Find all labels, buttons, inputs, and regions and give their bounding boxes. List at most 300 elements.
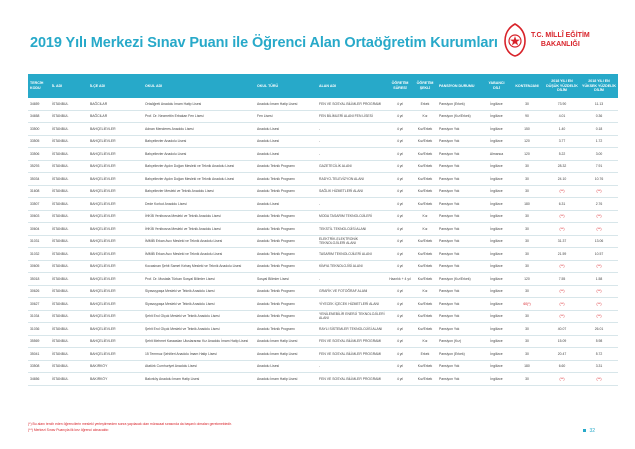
table-cell: Pansiyon Yok — [437, 148, 483, 161]
table-row — [28, 110, 618, 123]
column-header: ÖĞRETİM ŞEKLİ — [413, 74, 437, 98]
table-cell: İMMİB Erkan Avcı Mesleki ve Teknik Anadolu Lisesi — [143, 248, 255, 261]
table-body — [28, 98, 618, 385]
table-cell: BAHÇELİEVLER — [88, 260, 143, 273]
table-cell: (**) — [544, 260, 580, 273]
table-cell: (**) — [544, 185, 580, 198]
table-cell: 31.37 — [544, 235, 580, 248]
logo-line-2: BAKANLIĞI — [540, 41, 580, 48]
table-cell: 4.01 — [544, 110, 580, 123]
table-cell: 34659 — [28, 98, 50, 110]
table-cell: Kız/Erkek — [413, 298, 437, 311]
table-cell: BAHÇELİEVLER — [88, 248, 143, 261]
table-cell: Anadolu İmam Hatip Lisesi — [255, 98, 317, 110]
footnote-2: (**) Merkezi Sınav Puanıyla ilk kez öğrenci alınacaktır. — [28, 427, 110, 432]
table-cell: İSTANBUL — [50, 310, 88, 323]
table-cell: 150 — [510, 123, 544, 136]
table-cell: İSTANBUL — [50, 235, 88, 248]
column-header: İLÇE ADI — [88, 74, 143, 98]
table-cell: Pansiyon Yok — [437, 248, 483, 261]
table-cell: 0.36 — [580, 110, 618, 123]
table-cell: 30 — [510, 310, 544, 323]
table-cell: BAHÇELİEVLER — [88, 348, 143, 361]
table-cell: BAHÇELİEVLER — [88, 160, 143, 173]
table-cell: BAHÇELİEVLER — [88, 198, 143, 211]
table-cell: İngilizce — [483, 310, 510, 323]
table-cell: (**) — [580, 210, 618, 223]
table-cell: 33505 — [28, 135, 50, 148]
column-header: İL ADI — [50, 74, 88, 98]
table-cell: 24.10 — [544, 173, 580, 186]
table-cell: 2.76 — [580, 198, 618, 211]
table-cell: İngilizce — [483, 135, 510, 148]
table-cell: Pansiyon Yok — [437, 235, 483, 248]
table-cell: - — [317, 273, 387, 286]
table-cell: 30626 — [28, 285, 50, 298]
table-cell: 10.57 — [580, 248, 618, 261]
table-cell: 31032 — [28, 248, 50, 261]
table-cell: İngilizce — [483, 110, 510, 123]
table-cell: İngilizce — [483, 335, 510, 348]
table-cell: 30 — [510, 323, 544, 336]
table-cell: FEN VE SOSYAL BİLİMLER PROGRAMI — [317, 98, 387, 110]
table-row — [28, 273, 618, 286]
table-cell: 30 — [510, 348, 544, 361]
table-cell: Almanca — [483, 148, 510, 161]
table-cell: İMMİB Erkan Avcı Mesleki ve Teknik Anadolu Lisesi — [143, 235, 255, 248]
table-cell: Erkek — [413, 98, 437, 110]
table-cell: ELEKTRİK-ELEKTRONİK TEKNOLOJİLERİ ALANI — [317, 235, 387, 248]
table-cell: 11.13 — [580, 98, 618, 110]
table-cell: İSTANBUL — [50, 373, 88, 386]
table-cell: MODA TASARIM TEKNOLOJİLERİ — [317, 210, 387, 223]
table-cell: Anadolu İmam Hatip Lisesi — [255, 373, 317, 386]
table-cell: Siyavuşpaşa Mesleki ve Teknik Anadolu Lisesi — [143, 285, 255, 298]
table-cell: Kız/Erkek — [413, 260, 437, 273]
table-cell: 5.98 — [580, 335, 618, 348]
table-cell: Kız/Erkek — [413, 248, 437, 261]
column-header: YABANCI DİLİ — [483, 74, 510, 98]
table-cell: Pansiyon Yok — [437, 185, 483, 198]
table-cell: Kız — [413, 285, 437, 298]
table-cell: Pansiyon (Kız/Erkek) — [437, 273, 483, 286]
column-header: PANSİYON DURUMU — [437, 74, 483, 98]
table-cell: BAKIRKÖY — [88, 373, 143, 386]
table-row — [28, 310, 618, 323]
table-cell: 4 yıl — [387, 248, 413, 261]
table-cell: Kocasinan Şehit Samet Kırbaş Mesleki ve Teknik Anadolu Lisesi — [143, 260, 255, 273]
table-row — [28, 248, 618, 261]
table-cell: 30603 — [28, 210, 50, 223]
table-cell: 26.01 — [580, 323, 618, 336]
table-cell: - — [317, 198, 387, 211]
table-cell: BAHÇELİEVLER — [88, 135, 143, 148]
table-cell: BAHÇELİEVLER — [88, 335, 143, 348]
table-cell: İSTANBUL — [50, 360, 88, 373]
table-cell: 7.55 — [544, 273, 580, 286]
table-cell: 4 yıl — [387, 173, 413, 186]
table-cell: Dede Korkut Anadolu Lisesi — [143, 198, 255, 211]
table-cell: Pansiyon Yok — [437, 373, 483, 386]
table-cell: Kız/Erkek — [413, 323, 437, 336]
table-cell: 30 — [510, 260, 544, 273]
table-cell: BAĞCILAR — [88, 98, 143, 110]
table-cell: 4 yıl — [387, 135, 413, 148]
table-cell: 34656 — [28, 373, 50, 386]
table-cell: Kız/Erkek — [413, 185, 437, 198]
table-cell: İSTANBUL — [50, 223, 88, 236]
ministry-emblem-icon — [502, 22, 528, 58]
table-cell: 4 yıl — [387, 198, 413, 211]
table-cell: Pansiyon Yok — [437, 173, 483, 186]
table-cell: Bahçelievler Aydın Doğan Mesleki ve Teknik Anadolu Lisesi — [143, 173, 255, 186]
table-cell: (**) — [580, 310, 618, 323]
table-cell: Pansiyon (Erkek) — [437, 348, 483, 361]
table-cell: İngilizce — [483, 173, 510, 186]
table-cell: İSTANBUL — [50, 323, 88, 336]
table-cell: 4 yıl — [387, 123, 413, 136]
table-cell: İSTANBUL — [50, 160, 88, 173]
table-cell: Anadolu Teknik Programı — [255, 160, 317, 173]
table-cell: Pansiyon Yok — [437, 210, 483, 223]
table-header-row — [28, 74, 618, 98]
table-cell: İngilizce — [483, 323, 510, 336]
table-cell: 4 yıl — [387, 98, 413, 110]
table-cell: (**) — [580, 185, 618, 198]
table-cell: Pansiyon (Erkek) — [437, 98, 483, 110]
table-cell: (**) — [580, 260, 618, 273]
table-cell: Anadolu Teknik Programı — [255, 223, 317, 236]
table-cell: İngilizce — [483, 198, 510, 211]
table-cell: BAHÇELİEVLER — [88, 223, 143, 236]
table-cell: Anadolu Teknik Programı — [255, 323, 317, 336]
column-header: 2018 YILI EN DÜŞÜK YÜZDELİK DİLİM — [544, 74, 580, 98]
table-row — [28, 285, 618, 298]
table-cell: İngilizce — [483, 185, 510, 198]
table-cell: İSTANBUL — [50, 273, 88, 286]
table-cell: Pansiyon Yok — [437, 323, 483, 336]
table-cell: 30 — [510, 235, 544, 248]
table-cell: 120 — [510, 135, 544, 148]
table-cell: 30 — [510, 210, 544, 223]
table-cell: 31031 — [28, 235, 50, 248]
page-title: 2019 Yılı Merkezi Sınav Puanı ile Öğrenci Alan Ortaöğretim Kurumları — [30, 35, 498, 51]
table-row — [28, 223, 618, 236]
table-cell: Anadolu Lisesi — [255, 360, 317, 373]
table-cell: Anadolu İmam Hatip Lisesi — [255, 348, 317, 361]
table-cell: 34658 — [28, 110, 50, 123]
table-row — [28, 260, 618, 273]
table-cell: İSTANBUL — [50, 298, 88, 311]
table-cell: 35041 — [28, 348, 50, 361]
table-cell: İSTANBUL — [50, 148, 88, 161]
table-cell: 13.06 — [580, 235, 618, 248]
table-cell: 31608 — [28, 185, 50, 198]
table-cell: 35293 — [28, 160, 50, 173]
table-cell: Anadolu Teknik Programı — [255, 285, 317, 298]
table-cell: KİMYA TEKNOLOJİSİ ALANI — [317, 260, 387, 273]
table-cell: 4 yıl — [387, 323, 413, 336]
table-cell: (**) — [544, 223, 580, 236]
table-cell: Pansiyon (Kız) — [437, 335, 483, 348]
table-cell: BAHÇELİEVLER — [88, 323, 143, 336]
table-cell: Fen Lisesi — [255, 110, 317, 123]
table-cell: (**) — [580, 223, 618, 236]
table-cell: 4 yıl — [387, 373, 413, 386]
table-cell: 30 — [510, 223, 544, 236]
footnotes — [28, 422, 232, 433]
table-cell: 5.72 — [580, 348, 618, 361]
table-cell: Kız/Erkek — [413, 310, 437, 323]
table-cell: 7.91 — [580, 160, 618, 173]
table-cell: 20.47 — [544, 348, 580, 361]
table-cell: Pansiyon Yok — [437, 123, 483, 136]
table-cell: (**) — [544, 298, 580, 311]
table-cell: İSTANBUL — [50, 248, 88, 261]
table-cell: BAHÇELİEVLER — [88, 148, 143, 161]
table-cell: BAHÇELİEVLER — [88, 298, 143, 311]
table-cell: 4 yıl — [387, 160, 413, 173]
table-cell: - — [317, 135, 387, 148]
table-cell: BAHÇELİEVLER — [88, 210, 143, 223]
table-cell: Bahçelievler Aydın Doğan Mesleki ve Teknik Anadolu Lisesi — [143, 160, 255, 173]
table-cell: Anadolu Teknik Programı — [255, 298, 317, 311]
table-cell: Pansiyon Yok — [437, 298, 483, 311]
table-cell: RAYLI SİSTEMLER TEKNOLOJİSİ ALANI — [317, 323, 387, 336]
table-cell: 33507 — [28, 198, 50, 211]
table-cell: İSTANBUL — [50, 173, 88, 186]
page-marker-icon — [583, 429, 586, 432]
table-cell: İSTANBUL — [50, 110, 88, 123]
table-cell: Anadolu Teknik Programı — [255, 210, 317, 223]
table-cell: 4 yıl — [387, 285, 413, 298]
table-cell: 120 — [510, 273, 544, 286]
table-cell: 4 yıl — [387, 360, 413, 373]
table-cell: Kız/Erkek — [413, 123, 437, 136]
table-cell: Pansiyon Yok — [437, 223, 483, 236]
table-cell: İSTANBUL — [50, 285, 88, 298]
table-cell: GAZETECİLİK ALANI — [317, 160, 387, 173]
table-cell: 10.76 — [580, 173, 618, 186]
table-cell: 4 yıl — [387, 235, 413, 248]
table-cell: BAHÇELİEVLER — [88, 185, 143, 198]
table-cell: 60(*) — [510, 298, 544, 311]
table-cell: 6.31 — [544, 198, 580, 211]
table-cell: 31034 — [28, 310, 50, 323]
table-cell: SAĞLIK HİZMETLERİ ALANI — [317, 185, 387, 198]
table-cell: Ortaöğreti Anadolu İmam Hatip Lisesi — [143, 98, 255, 110]
table-cell: - — [317, 148, 387, 161]
table-cell: Hazırlık + 4 yıl — [387, 273, 413, 286]
table-cell: Şehit Mehmet Karaaslan Uluslararası Kız Anadolu İmam Hatip Lisesi — [143, 335, 255, 348]
table-row — [28, 335, 618, 348]
table-cell: 28.32 — [544, 160, 580, 173]
table-cell: Pansiyon Yok — [437, 360, 483, 373]
table-cell: BAĞCILAR — [88, 110, 143, 123]
ministry-logo — [502, 22, 614, 58]
table-cell: Atatürk Cumhuriyet Anadolu Lisesi — [143, 360, 255, 373]
table-cell: Erkek — [413, 348, 437, 361]
table-cell: 30 — [510, 335, 544, 348]
table-cell: Bahçelievler Anadolu Lisesi — [143, 135, 255, 148]
table-cell: BAHÇELİEVLER — [88, 235, 143, 248]
table-cell: 33506 — [28, 148, 50, 161]
table-cell: İngilizce — [483, 298, 510, 311]
table-cell: Bakırköy Anadolu İmam Hatip Lisesi — [143, 373, 255, 386]
table-cell: Pansiyon Yok — [437, 260, 483, 273]
table-cell: 4 yıl — [387, 210, 413, 223]
table-cell: Anadolu Teknik Programı — [255, 235, 317, 248]
table-cell: 180 — [510, 198, 544, 211]
table-cell: 21.59 — [544, 248, 580, 261]
table-cell: 6.60 — [544, 360, 580, 373]
table-cell: İHKİB Yenibosna Mesleki ve Teknik Anadolu Lisesi — [143, 223, 255, 236]
table-cell: İngilizce — [483, 373, 510, 386]
table-cell: Anadolu Teknik Programı — [255, 185, 317, 198]
table-cell: 4 yıl — [387, 260, 413, 273]
table-cell: 30 — [510, 98, 544, 110]
table-row — [28, 135, 618, 148]
table-row — [28, 123, 618, 136]
table-cell: YİYECEK İÇECEK HİZMETLERİ ALANI — [317, 298, 387, 311]
table-cell: Pansiyon Yok — [437, 135, 483, 148]
table-cell: İSTANBUL — [50, 135, 88, 148]
table-cell: Anadolu İmam Hatip Lisesi — [255, 335, 317, 348]
table-cell: 180 — [510, 360, 544, 373]
table-cell: İngilizce — [483, 98, 510, 110]
table-cell: 4 yıl — [387, 148, 413, 161]
table-cell: Anadolu Lisesi — [255, 135, 317, 148]
schools-table — [28, 74, 618, 386]
table-cell: 0.18 — [580, 123, 618, 136]
table-cell: 30 — [510, 373, 544, 386]
table-cell: 4 yıl — [387, 310, 413, 323]
table-cell: Kız/Erkek — [413, 235, 437, 248]
table-cell: 30 — [510, 285, 544, 298]
table-cell: 3.00 — [580, 148, 618, 161]
table-cell: 35018 — [28, 273, 50, 286]
table-cell: Anadolu Lisesi — [255, 148, 317, 161]
table-cell: İSTANBUL — [50, 123, 88, 136]
table-cell: İngilizce — [483, 360, 510, 373]
table-cell: 3.31 — [580, 360, 618, 373]
table-cell: 73.90 — [544, 98, 580, 110]
column-header: OKUL ADI — [143, 74, 255, 98]
table-cell: İngilizce — [483, 210, 510, 223]
table-cell: Siyavuşpaşa Mesleki ve Teknik Anadolu Lisesi — [143, 298, 255, 311]
table-cell: Kız — [413, 335, 437, 348]
table-cell: 1.40 — [544, 123, 580, 136]
table-cell: FEN VE SOSYAL BİLİMLER PROGRAMI — [317, 373, 387, 386]
table-cell: 15 Temmuz Şehitleri Anadolu İmam Hatip Lisesi — [143, 348, 255, 361]
table-cell: 3.77 — [544, 135, 580, 148]
table-cell: GRAFİK VE FOTOĞRAF ALANI — [317, 285, 387, 298]
table-cell: 15.09 — [544, 335, 580, 348]
table-cell: RADYO-TELEVİZYON ALANI — [317, 173, 387, 186]
table-cell: Anadolu Lisesi — [255, 198, 317, 211]
table-cell: (**) — [580, 298, 618, 311]
table-cell: 30 — [510, 160, 544, 173]
table-cell: İngilizce — [483, 235, 510, 248]
table-cell: (**) — [544, 310, 580, 323]
table-cell: 30627 — [28, 298, 50, 311]
table-cell: İSTANBUL — [50, 185, 88, 198]
table-cell: (**) — [544, 210, 580, 223]
table-cell: Anadolu Lisesi — [255, 123, 317, 136]
table-cell: 4 yıl — [387, 223, 413, 236]
table-cell: Anadolu Teknik Programı — [255, 310, 317, 323]
column-header: ÖĞRETİM SÜRESİ — [387, 74, 413, 98]
table-row — [28, 298, 618, 311]
table-cell: Pansiyon Yok — [437, 285, 483, 298]
table-cell: 31036 — [28, 323, 50, 336]
table-row — [28, 323, 618, 336]
table-cell: Kız/Erkek — [413, 273, 437, 286]
table-cell: Kız — [413, 110, 437, 123]
table-cell: İngilizce — [483, 260, 510, 273]
table-cell: BAKIRKÖY — [88, 360, 143, 373]
table-cell: 4 yıl — [387, 185, 413, 198]
table-cell: (**) — [544, 373, 580, 386]
table-cell: BAHÇELİEVLER — [88, 310, 143, 323]
table-row — [28, 235, 618, 248]
table-cell: 30 — [510, 248, 544, 261]
table-cell: 1.72 — [580, 135, 618, 148]
table-cell: Kız/Erkek — [413, 198, 437, 211]
table-cell: 4 yıl — [387, 110, 413, 123]
table-cell: Kız/Erkek — [413, 373, 437, 386]
table-row — [28, 98, 618, 110]
table-cell: Kız/Erkek — [413, 135, 437, 148]
table-cell: İSTANBUL — [50, 335, 88, 348]
table-cell: Kız/Erkek — [413, 360, 437, 373]
table-cell: İSTANBUL — [50, 210, 88, 223]
table-row — [28, 148, 618, 161]
table-cell: Kız/Erkek — [413, 160, 437, 173]
table-cell: TEKSTİL TEKNOLOJİSİ ALANI — [317, 223, 387, 236]
table-cell: Kız/Erkek — [413, 148, 437, 161]
table-row — [28, 198, 618, 211]
table-row — [28, 185, 618, 198]
table-cell: Prof. Dr. Mustafa Türkan Sosyal Bilimler Lisesi — [143, 273, 255, 286]
table-cell: 120 — [510, 148, 544, 161]
table-cell: 30604 — [28, 223, 50, 236]
table-cell: 30605 — [28, 260, 50, 273]
table-cell: 30 — [510, 185, 544, 198]
column-header: 2018 YILI EN YÜKSEK YÜZDELİK DİLİM — [580, 74, 618, 98]
table-cell: Kız/Erkek — [413, 173, 437, 186]
table-cell: Prof. Dr. Necmettin Erbakan Fen Lisesi — [143, 110, 255, 123]
table-cell: İSTANBUL — [50, 348, 88, 361]
table-cell: - — [317, 123, 387, 136]
table-cell: FEN VE SOSYAL BİLİMLER PROGRAMI — [317, 348, 387, 361]
logo-line-1: T.C. MİLLÎ EĞİTİM — [531, 32, 590, 39]
table-cell: İngilizce — [483, 160, 510, 173]
table-cell: BAHÇELİEVLER — [88, 123, 143, 136]
table-cell: Adnan Menderes Anadolu Lisesi — [143, 123, 255, 136]
table-cell: 30 — [510, 173, 544, 186]
table-cell: İSTANBUL — [50, 260, 88, 273]
table-cell: FEN BİLİMLERİ ALANI FEN LİSESİ — [317, 110, 387, 123]
table-row — [28, 373, 618, 386]
table-cell: Anadolu Teknik Programı — [255, 173, 317, 186]
table-cell: Pansiyon Yok — [437, 310, 483, 323]
table-cell: İSTANBUL — [50, 198, 88, 211]
table-cell: Pansiyon (Kız/Erkek) — [437, 110, 483, 123]
table-cell: Pansiyon Yok — [437, 160, 483, 173]
table-cell: BAHÇELİEVLER — [88, 273, 143, 286]
table-cell: Bahçelievler Anadolu Lisesi — [143, 148, 255, 161]
